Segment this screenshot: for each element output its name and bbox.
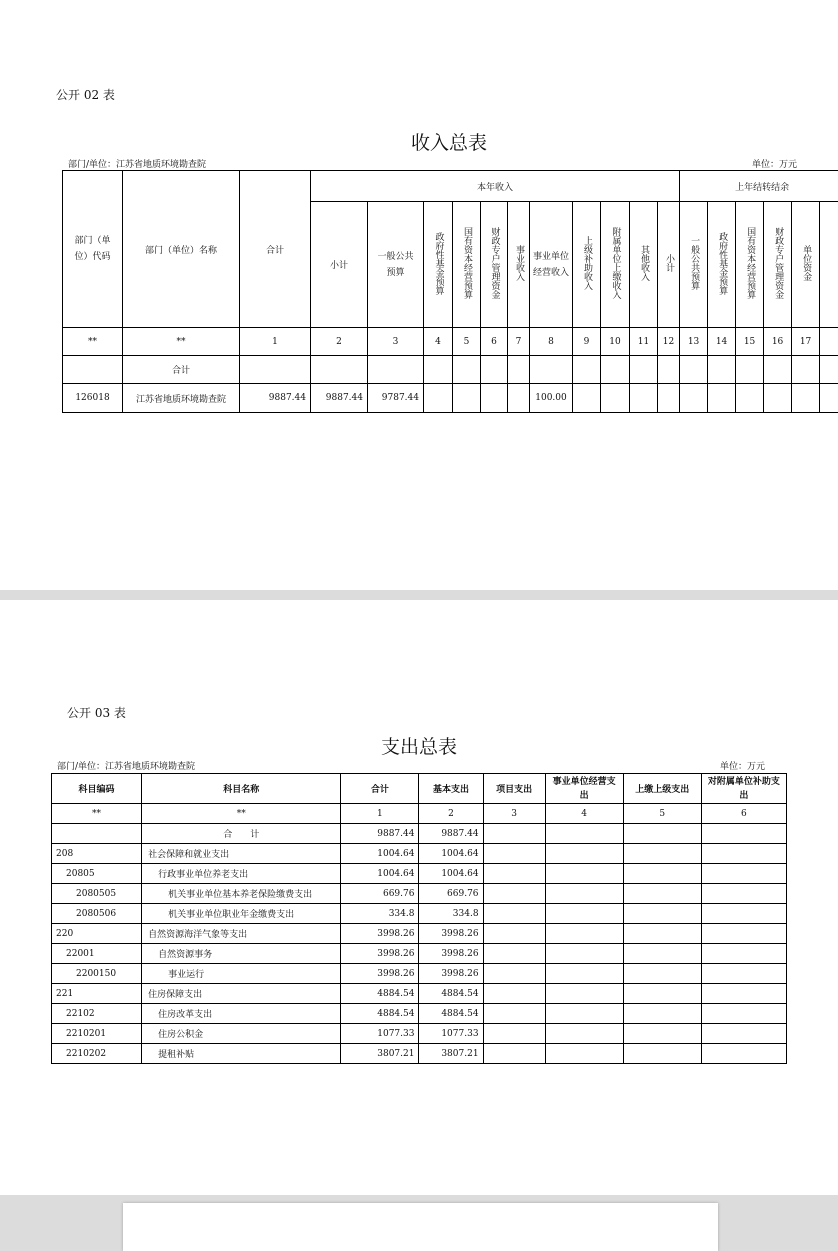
table-row: [52, 984, 787, 1004]
total-value: 3807.21: [341, 1044, 419, 1064]
header-col: 一般公共预算: [368, 202, 424, 328]
table-row: [52, 924, 787, 944]
subject-name: 自然资源海洋气象等支出: [142, 924, 341, 944]
basic-value: 1004.64: [419, 864, 483, 884]
header-col: 财政专户管理资金: [481, 202, 508, 328]
index-cell: 10: [601, 328, 630, 356]
index-cell: 6: [701, 804, 786, 824]
header-subject-code: 科目编码: [52, 774, 142, 804]
total-value: 334.8: [341, 904, 419, 924]
form-label: 公开 02 表: [56, 88, 115, 102]
index-cell: 6: [481, 328, 508, 356]
header-col: 政府性基金预算: [424, 202, 453, 328]
subject-name: 自然资源事务: [142, 944, 341, 964]
unit-line: 单位：万元: [752, 160, 798, 170]
subtotal-value: 9887.44: [311, 384, 368, 413]
page-income-summary: [0, 0, 838, 590]
header-col: 附属单位上缴收入: [601, 202, 630, 328]
subject-code: 2080505: [52, 884, 142, 904]
page-separator: [0, 590, 838, 600]
total-value: 1004.64: [341, 844, 419, 864]
header-col: 一般公共预算: [680, 202, 708, 328]
basic-value: 3998.26: [419, 924, 483, 944]
total-value: 1077.33: [341, 1024, 419, 1044]
index-cell: 1: [240, 328, 311, 356]
index-cell: **: [142, 804, 341, 824]
subject-name: 住房改革支出: [142, 1004, 341, 1024]
header-col: 国有资本经营预算: [736, 202, 764, 328]
index-cell: 9: [573, 328, 601, 356]
total-value: 3998.26: [341, 964, 419, 984]
table-row: [52, 904, 787, 924]
index-cell: 12: [658, 328, 680, 356]
index-cell: 4: [424, 328, 453, 356]
basic-value: 669.76: [419, 884, 483, 904]
page-title: 支出总表: [380, 736, 457, 758]
header-col: 事业收入: [508, 202, 530, 328]
header-col: 小计: [658, 202, 680, 328]
table-row: [52, 964, 787, 984]
subject-code: 22102: [52, 1004, 142, 1024]
index-cell: **: [52, 804, 142, 824]
index-cell: 2: [311, 328, 368, 356]
header-dept-name: 部门（单位）名称: [123, 171, 240, 328]
index-cell: 1: [341, 804, 419, 824]
basic-value: 3998.26: [419, 944, 483, 964]
subject-code: 2210202: [52, 1044, 142, 1064]
index-cell: 17: [792, 328, 820, 356]
index-cell: 11: [630, 328, 658, 356]
subject-code: 220: [52, 924, 142, 944]
index-cell: 16: [764, 328, 792, 356]
header-this-year-income: 本年收入: [311, 171, 680, 202]
header-col: 财政专户管理资金: [764, 202, 792, 328]
header-total: 合计: [341, 774, 419, 804]
department-line: 部门/单位：江苏省地质环境勘查院: [68, 160, 207, 170]
subject-code: 208: [52, 844, 142, 864]
total-value: 9887.44: [240, 384, 311, 413]
index-cell: 5: [453, 328, 481, 356]
basic-value: 334.8: [419, 904, 483, 924]
subject-name: 事业运行: [142, 964, 341, 984]
header-dept-code: 部门（单位）代码: [63, 171, 123, 328]
header-col: 事业单位经营收入: [530, 202, 573, 328]
subject-name: 行政事业单位养老支出: [142, 864, 341, 884]
subject-code: 2200150: [52, 964, 142, 984]
subject-code: 2080506: [52, 904, 142, 924]
department-line: 部门/单位：江苏省地质环境勘查院: [57, 762, 196, 772]
subject-code: 22001: [52, 944, 142, 964]
income-table: [62, 170, 838, 413]
header-remit-upper: 上缴上级支出: [623, 774, 701, 804]
basic-value: 3807.21: [419, 1044, 483, 1064]
next-page: [123, 1203, 718, 1251]
subject-name: 住房保障支出: [142, 984, 341, 1004]
index-cell: 7: [508, 328, 530, 356]
index-row: [52, 804, 787, 824]
header-col: 单位资金: [792, 202, 820, 328]
index-cell: 4: [545, 804, 623, 824]
sum-row: [52, 824, 787, 844]
total-value: 1004.64: [341, 864, 419, 884]
subject-code: 20805: [52, 864, 142, 884]
basic-value: 1004.64: [419, 844, 483, 864]
basic-value: 3998.26: [419, 964, 483, 984]
header-col: 上级补助收入: [573, 202, 601, 328]
table-row: [52, 1044, 787, 1064]
index-cell: 8: [530, 328, 573, 356]
total-value: 3998.26: [341, 944, 419, 964]
header-subject-name: 科目名称: [142, 774, 341, 804]
header-business-operation: 事业单位经营支出: [545, 774, 623, 804]
header-subsidy-affiliated: 对附属单位补助支出: [701, 774, 786, 804]
general-budget-value: 9787.44: [368, 384, 424, 413]
basic-value: 4884.54: [419, 984, 483, 1004]
table-row: [52, 884, 787, 904]
header-project: 项目支出: [483, 774, 545, 804]
total-value: 669.76: [341, 884, 419, 904]
dept-code: 126018: [63, 384, 123, 413]
expenditure-table: [51, 773, 787, 1064]
table-row: [52, 944, 787, 964]
index-cell: 15: [736, 328, 764, 356]
total-value: 3998.26: [341, 924, 419, 944]
header-basic: 基本支出: [419, 774, 483, 804]
index-cell: 2: [419, 804, 483, 824]
subject-name: 机关事业单位基本养老保险缴费支出: [142, 884, 341, 904]
subject-name: 住房公积金: [142, 1024, 341, 1044]
subject-name: 提租补贴: [142, 1044, 341, 1064]
sum-label: 合 计: [142, 824, 341, 844]
header-last-year-carryover: 上年结转结余: [680, 171, 838, 202]
basic-value: 1077.33: [419, 1024, 483, 1044]
index-cell: 13: [680, 328, 708, 356]
header-col: 其他收入: [630, 202, 658, 328]
header-total: 合计: [240, 171, 311, 328]
index-cell: 3: [483, 804, 545, 824]
sum-row: [63, 356, 838, 384]
form-label: 公开 03 表: [67, 706, 126, 720]
index-cell: [820, 328, 838, 356]
table-row: [52, 864, 787, 884]
header-col: 政府性基金预算: [708, 202, 736, 328]
index-cell: 14: [708, 328, 736, 356]
sum-total: 9887.44: [341, 824, 419, 844]
page-expenditure-summary: [0, 600, 838, 1195]
basic-value: 4884.54: [419, 1004, 483, 1024]
table-row: [63, 384, 838, 413]
subject-code: 221: [52, 984, 142, 1004]
table-row: [52, 844, 787, 864]
subject-name: 机关事业单位职业年金缴费支出: [142, 904, 341, 924]
table-row: [52, 1024, 787, 1044]
unit-line: 单位：万元: [720, 762, 766, 772]
dept-name: 江苏省地质环境勘查院: [123, 384, 240, 413]
index-cell: **: [63, 328, 123, 356]
total-value: 4884.54: [341, 1004, 419, 1024]
table-row: [52, 1004, 787, 1024]
index-cell: 3: [368, 328, 424, 356]
subject-name: 社会保障和就业支出: [142, 844, 341, 864]
sum-label: 合计: [123, 356, 240, 384]
header-col: 小计: [311, 202, 368, 328]
header-col: 国有资本经营预算: [453, 202, 481, 328]
index-cell: 5: [623, 804, 701, 824]
total-value: 4884.54: [341, 984, 419, 1004]
business-operation-income-value: 100.00: [530, 384, 573, 413]
index-cell: **: [123, 328, 240, 356]
subject-code: 2210201: [52, 1024, 142, 1044]
index-row: [63, 328, 838, 356]
page-title: 收入总表: [410, 132, 487, 154]
sum-basic: 9887.44: [419, 824, 483, 844]
